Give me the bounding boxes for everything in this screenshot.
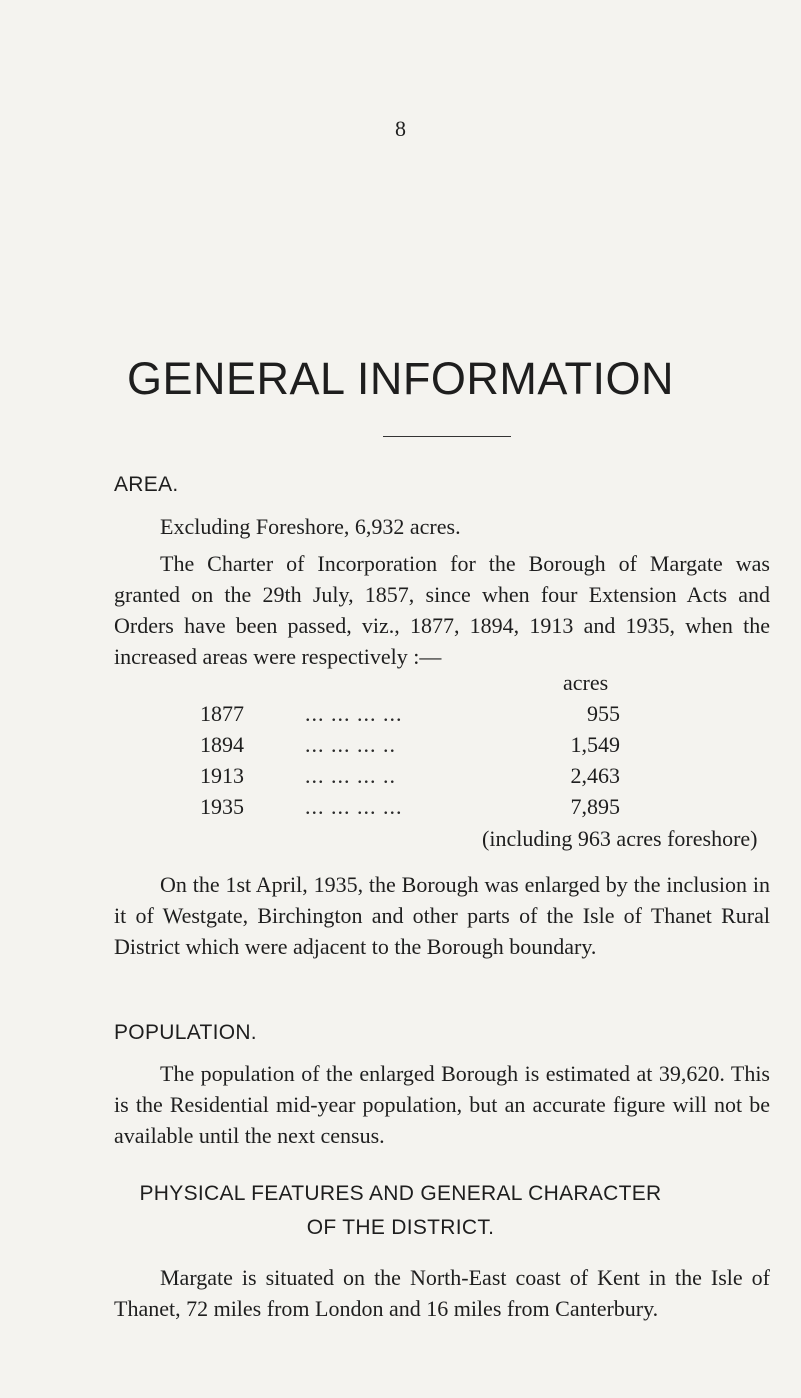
table-row-leader: ... ... ... ... <box>305 701 403 726</box>
table-row-year: 1935 <box>200 794 244 819</box>
table-row-acres: 1,549 <box>570 732 620 757</box>
title-divider <box>383 436 511 437</box>
table-row-leader: ... ... ... .. <box>305 763 396 788</box>
table-row-acres: 955 <box>587 701 620 726</box>
table-row-year: 1877 <box>200 701 244 726</box>
table-unit-header: acres <box>563 670 609 695</box>
charter-paragraph: The Charter of Incorporation for the Borough of Margate was granted on the 29th July, 1857, since when four Extension Acts and Orders have been passed, viz., 1877, 1894, 1913 and 1935, when the increased areas were respectively :— <box>114 551 770 669</box>
table-row-leader: ... ... ... .. <box>305 732 396 757</box>
page-title: GENERAL INFORMATION <box>126 353 675 404</box>
physical-features-heading: PHYSICAL FEATURES AND GENERAL CHARACTER <box>139 1182 662 1205</box>
physical-features-subheading: OF THE DISTRICT. <box>306 1216 495 1239</box>
page-number: 8 <box>395 116 406 141</box>
table-row-leader: ... ... ... ... <box>305 794 403 819</box>
population-paragraph: The population of the enlarged Borough is estimated at 39,620. This is the Residential mid-year population, but an accurate figure will not be available until the next census. <box>114 1061 770 1148</box>
physical-features-paragraph: Margate is situated on the North-East coast of Kent in the Isle of Thanet, 72 miles from London and 16 miles from Canterbury. <box>114 1265 770 1321</box>
area-excluding-line: Excluding Foreshore, 6,932 acres. <box>160 514 461 539</box>
table-note: (including 963 acres foreshore) <box>482 826 758 851</box>
population-heading: POPULATION. <box>114 1021 257 1044</box>
area-heading: AREA. <box>114 473 179 496</box>
enlargement-paragraph: On the 1st April, 1935, the Borough was enlarged by the inclusion in it of Westgate, Birchington and other parts of the Isle of Thanet Rural District which were adjacent to the Borough boundary. <box>114 872 770 959</box>
table-row-year: 1913 <box>200 763 244 788</box>
table-row-acres: 7,895 <box>570 794 620 819</box>
table-row-year: 1894 <box>200 732 244 757</box>
table-row-acres: 2,463 <box>570 763 620 788</box>
